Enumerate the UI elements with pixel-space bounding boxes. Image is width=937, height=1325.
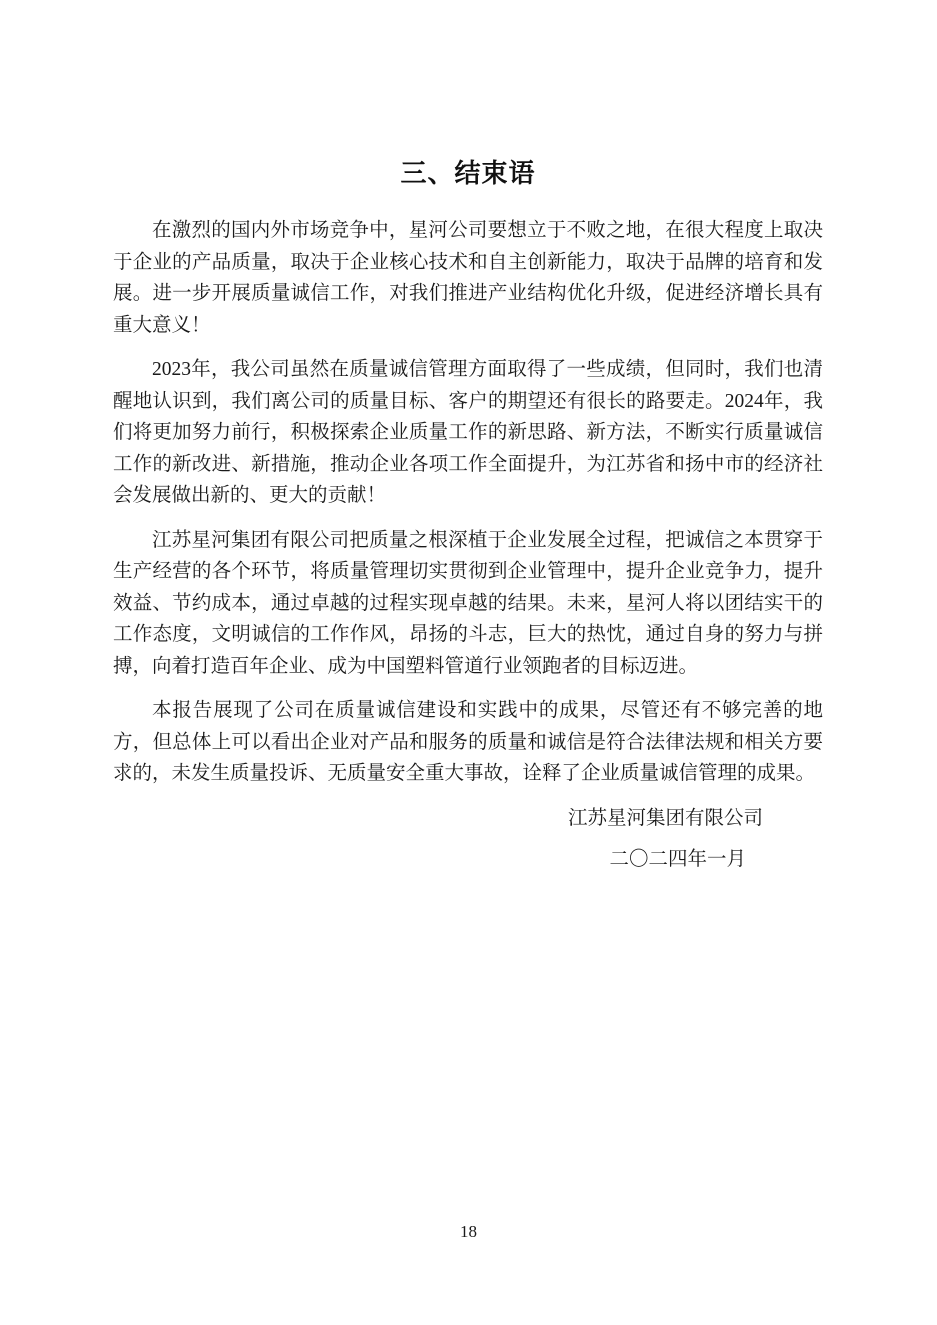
document-content xyxy=(113,156,823,876)
signature-date: 二〇二四年一月 xyxy=(609,849,746,870)
paragraph-4: 本报告展现了公司在质量诚信建设和实践中的成果，尽管还有不够完善的地方，但总体上可以看出企业对产品和服务的质量和诚信是符合法律法规和相关方要求的，未发生质量投诉、无质量安全重大事故，诠释了企业质量诚信管理的成果。 xyxy=(113,700,823,784)
paragraph-2: 2023年，我公司虽然在质量诚信管理方面取得了一些成绩，但同时，我们也清醒地认识到，我们离公司的质量目标、客户的期望还有很长的路要走。2024年，我们将更加努力前行，积极探索企业质量工作的新思路、新方法，不断实行质量诚信工作的新改进、新措施，推动企业各项工作全面提升，为江苏省和扬中市的经济社会发展做出新的、更大的贡献！ xyxy=(113,359,823,506)
section-title: 三、结束语 xyxy=(400,158,536,188)
signature-block xyxy=(113,803,823,876)
paragraph-3: 江苏星河集团有限公司把质量之根深植于企业发展全过程，把诚信之本贯穿于生产经营的各个环节，将质量管理切实贯彻到企业管理中，提升企业竞争力，提升效益、节约成本，通过卓越的过程实现卓越的结果。未来，星河人将以团结实干的工作态度，文明诚信的工作作风，昂扬的斗志，巨大的热忱，通过自身的努力与拼搏，向着打造百年企业、成为中国塑料管道行业领跑者的目标迈进。 xyxy=(113,529,823,677)
paragraph-1: 在激烈的国内外市场竞争中，星河公司要想立于不败之地，在很大程度上取决于企业的产品质量，取决于企业核心技术和自主创新能力，取决于品牌的培育和发展。进一步开展质量诚信工作，对我们推进产业结构优化升级，促进经济增长具有重大意义！ xyxy=(113,220,823,336)
page-number: 18 xyxy=(460,1222,477,1241)
signature-company: 江苏星河集团有限公司 xyxy=(567,807,763,829)
